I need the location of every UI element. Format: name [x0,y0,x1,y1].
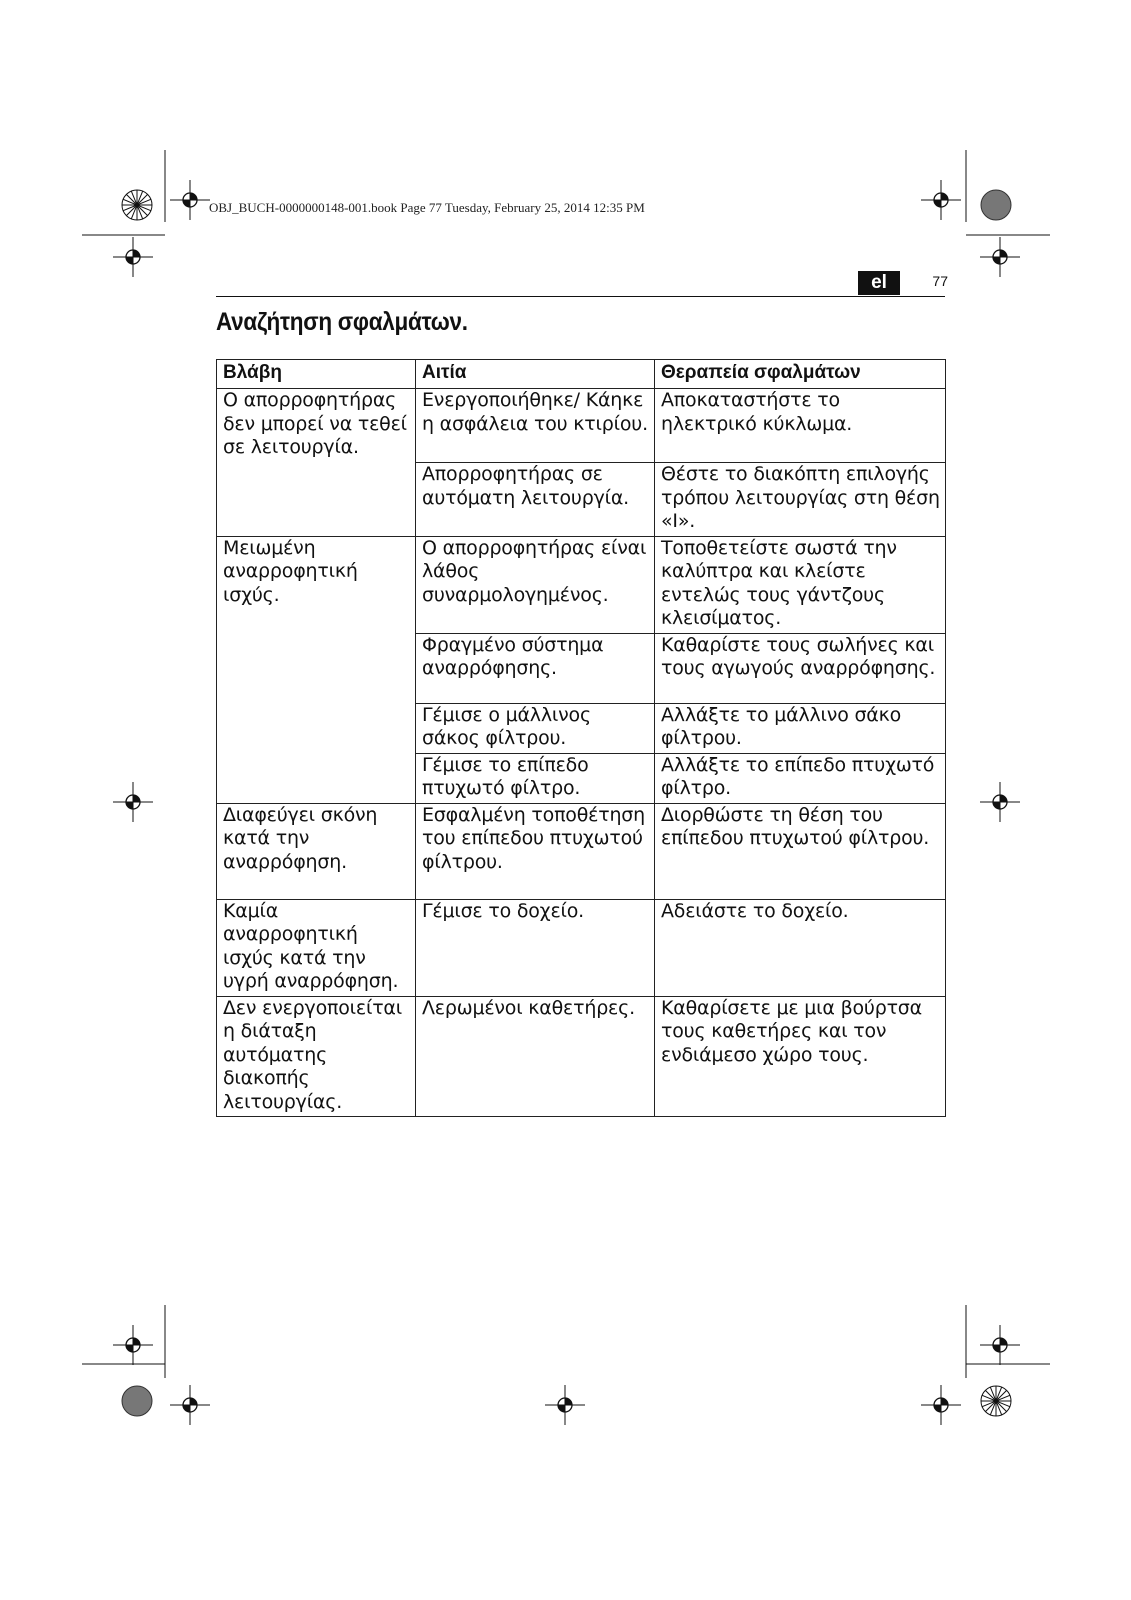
remedy-cell: Αδειάστε το δοχείο. [655,899,946,996]
header-cause: Αιτία [416,360,655,389]
header-remedy: Θεραπεία σφαλμάτων [655,360,946,389]
remedy-cell: Αποκαταστήστε το ηλεκτρικό κύκλωμα. [655,389,946,463]
cause-cell: Γέμισε το δοχείο. [416,899,655,996]
registration-mark-icon [980,782,1020,822]
cause-cell: Φραγμένο σύστημα αναρρόφησης. [416,633,655,703]
table-row [217,996,946,1117]
registration-mark-icon [545,1385,585,1425]
registration-mark-icon [113,237,153,277]
cause-cell: Εσφαλμένη τοποθέτηση του επίπεδου πτυχωτού φίλτρου. [416,803,655,899]
cause-cell: Απορροφητήρας σε αυτόματη λειτουργία. [416,463,655,537]
registration-mark-icon [980,237,1020,277]
registration-mark-icon [170,1385,210,1425]
table-row [217,803,946,899]
registration-mark-icon [980,1325,1020,1365]
registration-dot-icon [981,190,1011,220]
cause-cell: Ενεργοποιήθηκε/ Κάηκε η ασφάλεια του κτιρίου. [416,389,655,463]
table-row [217,536,946,633]
fault-cell: Ο απορροφητήρας δεν μπορεί να τεθεί σε λειτουργία. [217,389,416,537]
registration-mark-icon [921,180,961,220]
print-info: OBJ_BUCH-0000000148-001.book Page 77 Tuesday, February 25, 2014 12:35 PM [209,200,645,215]
remedy-cell: Καθαρίστε τους σωλήνες και τους αγωγούς αναρρόφησης. [655,633,946,703]
cause-cell: Γέμισε ο μάλλινος σάκος φίλτρου. [416,703,655,753]
table-row [217,389,946,463]
table-row [217,899,946,996]
registration-mark-icon [113,1325,153,1365]
fault-cell: Δεν ενεργοποιείται η διάταξη αυτόματης διακοπής λειτουργίας. [217,996,416,1117]
cause-cell: Ο απορροφητήρας είναι λάθος συναρμολογημένος. [416,536,655,633]
registration-mark-icon [113,782,153,822]
remedy-cell: Θέστε το διακόπτη επιλογής τρόπου λειτουργίας στη θέση «I». [655,463,946,537]
table-header-row [217,360,946,389]
registration-star-icon [981,1386,1011,1416]
page-number: 77 [932,273,948,289]
fault-cell: Μειωμένη αναρροφητική ισχύς. [217,536,416,803]
registration-dot-icon [122,1386,152,1416]
troubleshooting-table [216,359,946,1117]
remedy-cell: Τοποθετείστε σωστά την καλύπτρα και κλείστε εντελώς τους γάντζους κλεισίματος. [655,536,946,633]
remedy-cell: Καθαρίσετε με μια βούρτσα τους καθετήρες και τον ενδιάμεσο χώρο τους. [655,996,946,1117]
remedy-cell: Αλλάξτε το επίπεδο πτυχωτό φίλτρο. [655,753,946,803]
remedy-cell: Αλλάξτε το μάλλινο σάκο φίλτρου. [655,703,946,753]
section-title: Αναζήτηση σφαλμάτων. [216,308,468,336]
remedy-cell: Διορθώστε τη θέση του επίπεδου πτυχωτού φίλτρου. [655,803,946,899]
fault-cell: Καμία αναρροφητική ισχύς κατά την υγρή αναρρόφηση. [217,899,416,996]
cause-cell: Γέμισε το επίπεδο πτυχωτό φίλτρο. [416,753,655,803]
registration-star-icon [122,190,152,220]
registration-mark-icon [170,180,210,220]
header-rule [216,296,945,297]
language-badge: el [858,271,900,295]
fault-cell: Διαφεύγει σκόνη κατά την αναρρόφηση. [217,803,416,899]
cause-cell: Λερωμένοι καθετήρες. [416,996,655,1117]
registration-mark-icon [921,1385,961,1425]
header-fault: Βλάβη [217,360,416,389]
